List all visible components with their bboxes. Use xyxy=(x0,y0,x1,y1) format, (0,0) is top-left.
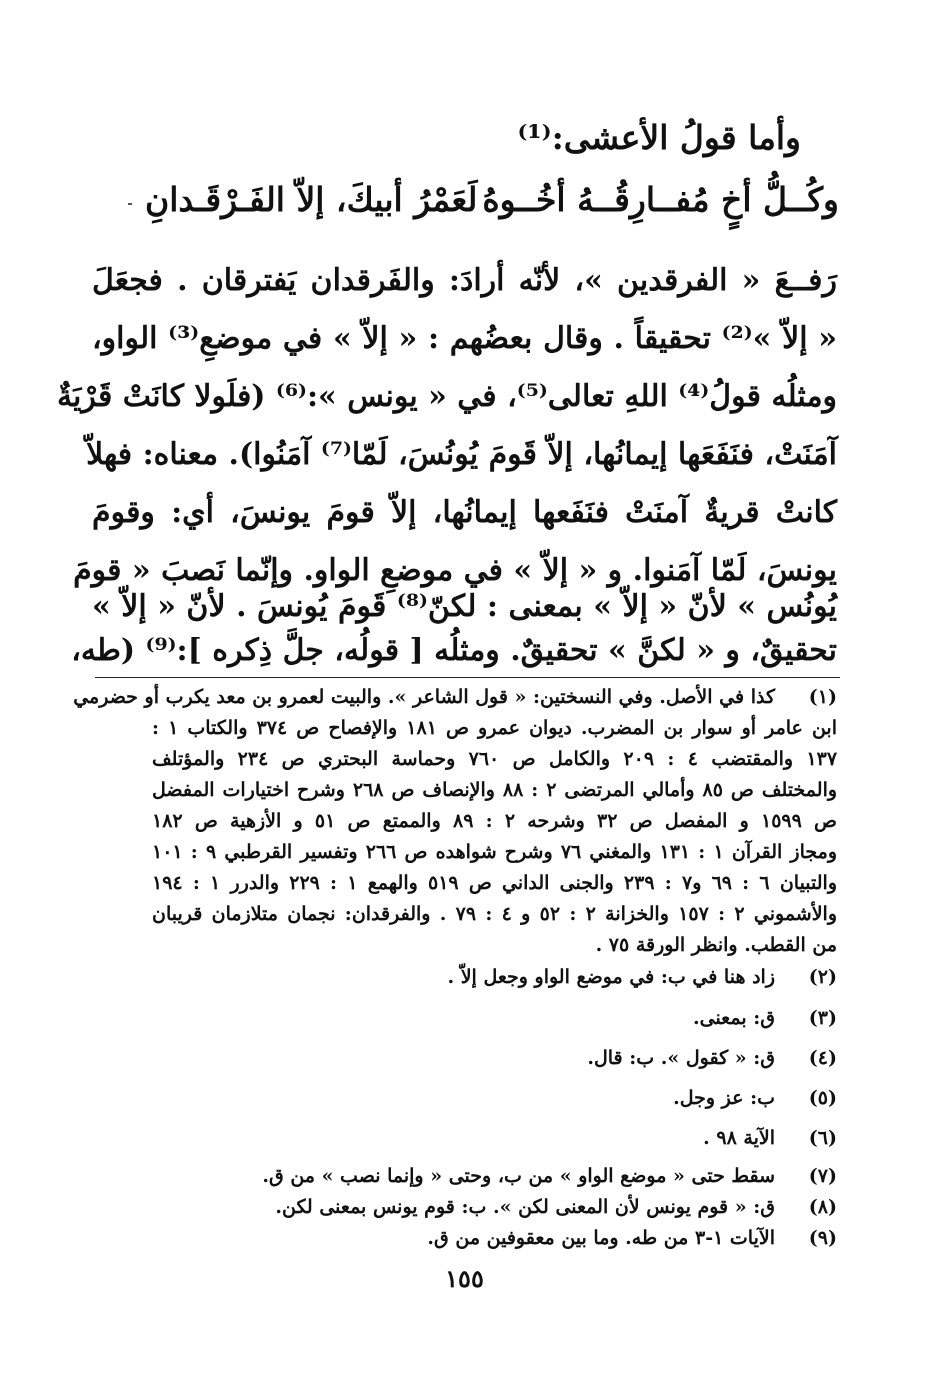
footnote-number: (٨) xyxy=(808,1196,837,1218)
footnote-text: كذا في الأصل. وفي النسختين: « قول الشاعر ». والبيت لعمرو بن معد يكرب أو حضرمي xyxy=(73,686,775,708)
footnote-text: الآية ٩٨ . xyxy=(703,1127,775,1149)
footnote-number: (٧) xyxy=(808,1165,837,1187)
footnote-text: ق: بمعنى. xyxy=(693,1007,775,1029)
body-line: « إلاّ »⁽²⁾ تحقيقاً . وقال بعضُهم : « إلاّ » في موضعِ⁽³⁾ الواو، xyxy=(92,321,837,356)
footnote-1-line: من القطب. وانظر الورقة ٧٥ . xyxy=(595,934,837,956)
verse-second-hemistich: لَعَمْرُ أبيكَ، إلاّ الفَـرْقَـدانِ xyxy=(145,180,478,219)
footnote-3 xyxy=(92,1003,837,1034)
footnote-number: (٢) xyxy=(808,966,837,988)
footnote-1-line: ومجاز القرآن ١ : ١٣١ والمغني ٧٦ وشرح شواهده ص ٢٦٦ وتفسير القرطبي ٩ : ١٠١ xyxy=(152,841,837,863)
footnote-text: ق: « قوم يونس لأن المعنى لكن ». ب: قوم يونس بمعنى لكن. xyxy=(275,1196,775,1218)
footnote-number: (١) xyxy=(808,686,837,708)
footnote-text: زاد هنا في ب: في موضع الواو وجعل إلاّ . xyxy=(447,966,775,988)
footnote-1-line: ١٣٧ والمقتضب ٤ : ٢٠٩ والكامل ص ٧٦٠ وحماسة البحتري ص ٢٣٤ والمؤتلف xyxy=(152,748,838,770)
footnote-number: (٤) xyxy=(808,1047,837,1069)
footnote-number: (٥) xyxy=(808,1087,837,1109)
footnote-text: ب: عز وجل. xyxy=(673,1087,775,1109)
body-line: ومثلُه قولُ⁽⁴⁾ اللهِ تعالى⁽⁵⁾، في « يونس »:⁽⁶⁾ (فلَولا كانَتْ قَرْيَةٌ xyxy=(56,379,837,414)
footnote-2 xyxy=(92,962,837,993)
poetry-verse xyxy=(145,180,839,240)
body-line: يُونُس » لأنّ « إلاّ » بمعنى : لكنّ⁽⁸⁾ قَومَ يُونسَ . لأنّ « إلاّ » xyxy=(92,589,837,624)
footnote-8 xyxy=(92,1192,837,1223)
body-line: آمَنَتْ، فنَفَعَها إيمانُها، إلاّ قَومَ يُونُسَ، لَمّا⁽⁷⁾ آمَنُوا). معناه: فهلاّ xyxy=(86,437,837,472)
footnote-1 xyxy=(73,682,837,713)
footnote-6 xyxy=(92,1123,837,1154)
body-line: رَفــعَ « الفرقدين »، لأنّه أرادَ: والفَرقدان يَفترقان . فجعَلَ xyxy=(92,263,837,298)
footnote-9 xyxy=(92,1223,837,1254)
section-heading: وأما قولُ الأعشى:⁽¹⁾ xyxy=(517,118,801,157)
footnote-1-line: ص ١٥٩٩ و المفصل ص ٣٢ وشرحه ٢ : ٨٩ والممتع ص ٥١ و الأزهية ص ١٨٢ xyxy=(152,810,838,832)
footnote-text: الآيات ١-٣ من طه. وما بين معقوفين من ق. xyxy=(427,1227,775,1249)
footnote-number: (٦) xyxy=(808,1127,837,1149)
footnote-number: (٩) xyxy=(808,1227,837,1249)
footnote-number: (٣) xyxy=(808,1007,837,1029)
footnote-separator xyxy=(95,677,840,678)
footnote-1-line: والأشموني ٢ : ١٥٧ والخزانة ٢ : ٥٢ و ٤ : ٧٩ . والفرقدان: نجمان متلازمان قريبان xyxy=(152,903,838,925)
body-line: كانتْ قريةٌ آمنَتْ فنَفَعها إيمانُها، إلاّ قومَ يونسَ، أي: وقومَ xyxy=(92,495,837,530)
footnote-4 xyxy=(92,1043,837,1074)
footnote-text: ق: « كقول ». ب: قال. xyxy=(587,1047,775,1069)
footnote-1-line: ابن عامر أو سوار بن المضرب. ديوان عمرو ص ١٨١ والإفصاح ص ٣٧٤ والكتاب ١ : xyxy=(152,717,837,739)
footnote-1-line: والتبيان ٦ : ٦٩ و٧ : ٢٣٩ والجنى الداني ص ٥١٩ والهمع ١ : ٢٢٩ والدرر ١ : ١٩٤ xyxy=(152,872,838,894)
footnote-text: سقط حتى « موضع الواو » من ب، وحتى « وإنما نصب » من ق. xyxy=(262,1165,775,1187)
body-line: يونسَ، لَمّا آمَنوا. و « إلاّ » في موضعِ الواو. وإنّما نَصبَ « قومَ xyxy=(73,553,837,588)
body-line: تحقيقٌ، و « لكنَّ » تحقيقٌ. ومثلُه [ قولُه، جلَّ ذِكره ]:⁽⁹⁾ (طه، xyxy=(71,633,837,668)
footnote-1-line: والمختلف ص ٨٥ وأمالي المرتضى ٢ : ٨٨ والإنصاف ص ٢٦٨ وشرح اختيارات المفضل xyxy=(152,779,838,801)
verse-first-hemistich: وكُــلُّ أخٍ مُفــارِقُــهُ أخُــوهُ xyxy=(482,180,839,219)
print-speck xyxy=(128,203,132,205)
footnote-7 xyxy=(92,1161,837,1192)
footnote-5 xyxy=(92,1083,837,1114)
page-number: ١٥٥ xyxy=(445,1264,484,1293)
